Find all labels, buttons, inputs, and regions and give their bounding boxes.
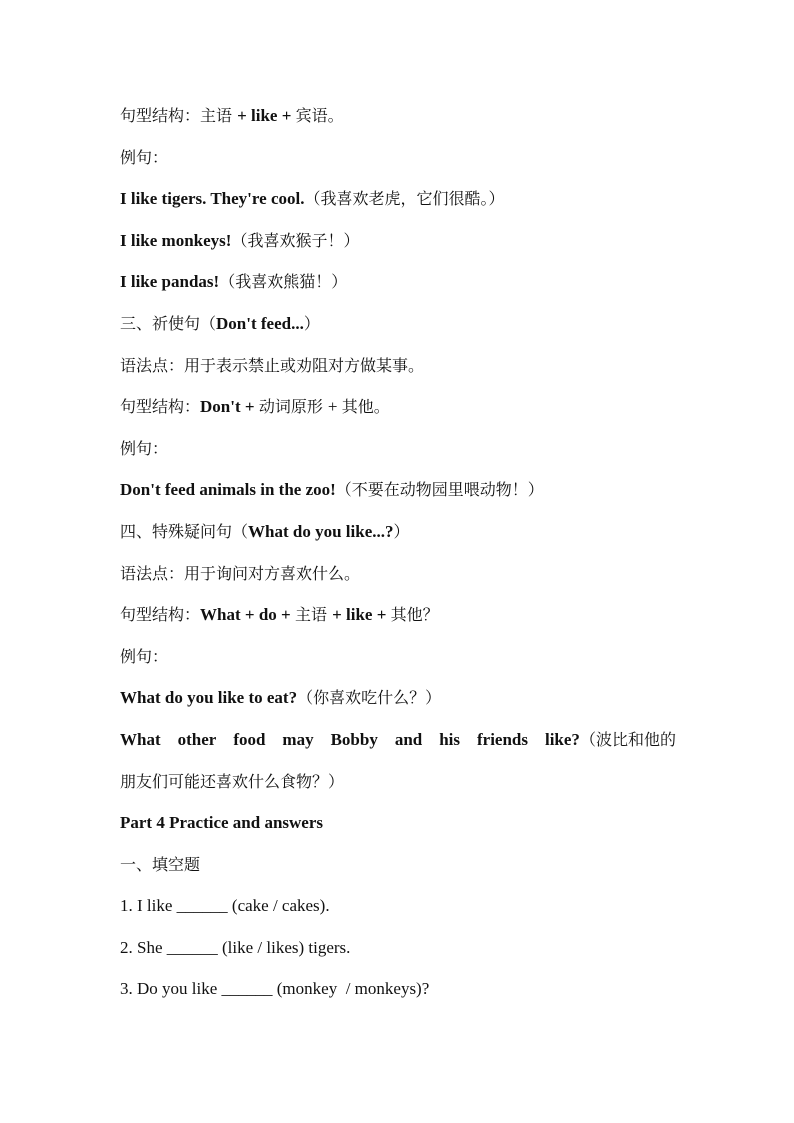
text-en: What do you like to eat? [120,688,298,708]
sentence-structure-what [120,594,680,636]
text-zh: 主语 [294,605,333,625]
text-zh: 三、祈使句（ [120,313,217,333]
example-what-eat [120,677,680,719]
example-monkeys [120,220,680,262]
text-zh: 一、填空题 [120,854,201,874]
text-zh: 其他？ [390,605,439,625]
part-heading-practice [120,802,680,844]
text-en: I like monkeys! [120,230,232,250]
text-en: Bobby [330,729,378,749]
text-zh: （我喜欢老虎，它们很酷。） [304,189,505,209]
text-zh: 例句： [120,438,169,458]
section-heading-fill-blank [120,844,680,886]
text-en: What [120,729,161,749]
exercise-item-1 [120,885,680,927]
text-en: 1. I like ______ (cake / cakes). [120,896,330,916]
text-en: Don't feed... [216,313,304,333]
text-en: Part 4 Practice and answers [120,813,324,833]
text-en: I like tigers. They're cool. [120,189,305,209]
section-heading-wh-question [120,511,680,553]
text-zh: 动词原形 [258,397,328,417]
text-zh: ） [393,521,410,541]
text-zh: （我喜欢熊猫！） [219,272,348,292]
text-en: What do you like...? [248,521,394,541]
text-zh: （不要在动物园里喂动物！） [335,480,544,500]
text-en: friends [477,729,528,749]
text-en: + [327,397,342,417]
exercise-item-2 [120,927,680,969]
text-zh: 四、特殊疑问句（ [120,521,249,541]
text-en: 2. She ______ (like / likes) tigers. [120,937,351,957]
text-en: and [394,729,423,749]
text-en: 3. Do you like ______ (monkey / monkeys)? [120,979,430,999]
example-tigers [120,178,680,220]
text-zh: 宾语。 [295,106,344,125]
grammar-point-imperative [120,345,680,387]
text-zh: 朋友们可能还喜欢什么食物？） [120,771,345,791]
text-zh: 句型结构：主语 [120,106,238,125]
example-label [120,428,680,470]
text-zh: 语法点：用于询问对方喜欢什么。 [120,563,361,583]
grammar-point-wh-question [120,553,680,595]
example-what-food-continued [120,761,680,803]
text-en: may [282,729,314,749]
text-en: Don't + [200,397,259,417]
example-what-food [120,719,676,761]
example-label [120,137,680,179]
sentence-structure-like [120,95,680,137]
text-zh: （你喜欢吃什么？） [297,688,442,708]
text-en: I like pandas! [120,272,220,292]
text-zh: 其他。 [341,397,390,417]
example-label [120,636,680,678]
text-en: his [439,729,461,749]
text-zh: （波比和他的 [579,729,676,749]
text-zh: 句型结构： [120,397,201,417]
text-en: food [233,729,266,749]
text-zh: ） [303,313,320,333]
text-en: What + do + [200,605,295,625]
text-en: like? [544,729,580,749]
text-en: + like + [237,106,296,125]
text-en: + like + [332,605,391,625]
text-zh: 句型结构： [120,605,201,625]
text-zh: 语法点：用于表示禁止或劝阻对方做某事。 [120,355,425,375]
text-zh: （我喜欢猴子！） [231,230,360,250]
exercise-item-3 [120,968,680,1010]
document-page [120,95,680,1010]
section-heading-imperative [120,303,680,345]
sentence-structure-dont [120,386,680,428]
text-zh: 例句： [120,646,169,666]
text-en: Don't feed animals in the zoo! [120,480,336,500]
example-dont-feed [120,469,680,511]
example-pandas [120,261,680,303]
text-zh: 例句： [120,147,169,167]
text-en: other [177,729,217,749]
